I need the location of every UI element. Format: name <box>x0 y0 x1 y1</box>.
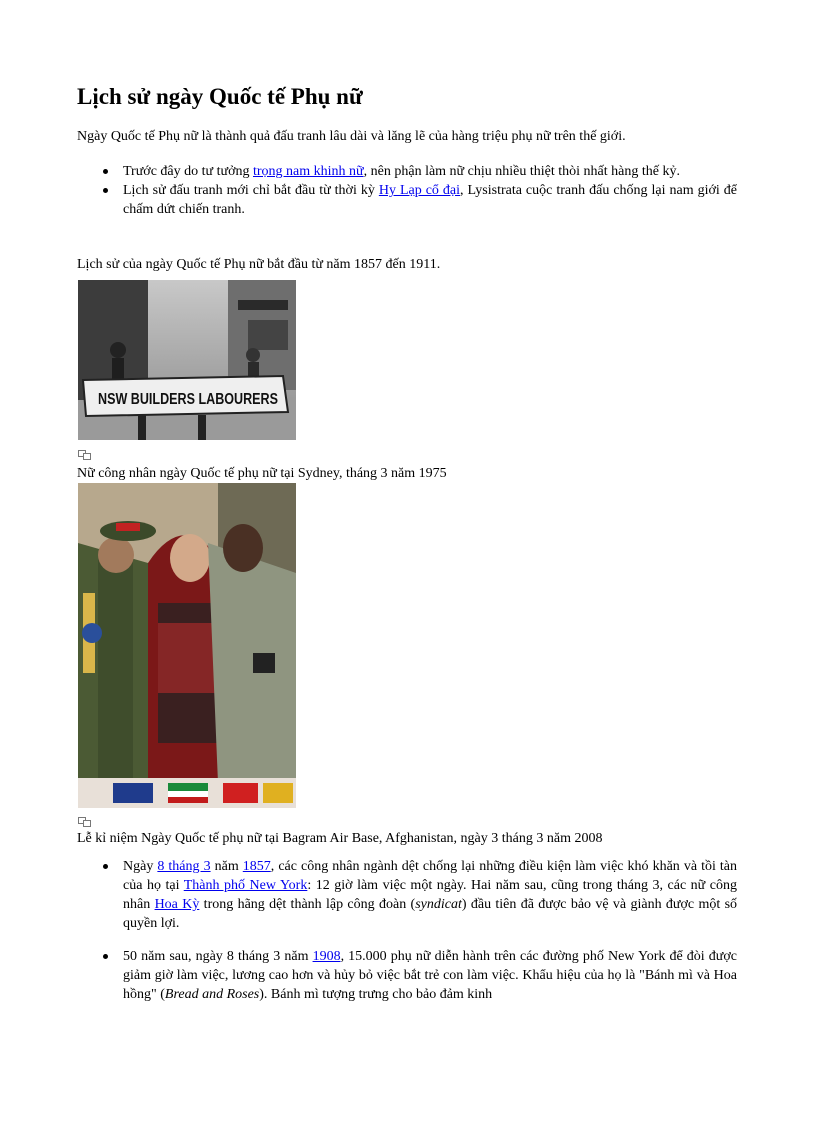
italic-term: Bread and Roses <box>164 987 260 1002</box>
sydney-march-image <box>78 280 296 440</box>
image-placeholder-icon <box>78 450 91 460</box>
page-title: Lịch sử ngày Quốc tế Phụ nữ <box>77 84 363 109</box>
bagram-photo-caption: Lễ kỉ niệm Ngày Quốc tế phụ nữ tại Bagram Air Base, Afghanistan, ngày 3 tháng 3 năm 2008 <box>77 831 603 846</box>
text: , 15.000 phụ nữ diễn hành trên các đường phố New York để đòi được giảm giờ làm việc, lương cao hơn và hủy bỏ việc bắt trẻ con làm việc. Khẩu hiệu của họ là "Bánh mì và Hoa hồng" ( <box>123 949 737 1002</box>
italic-term: syndicat <box>415 897 462 912</box>
text: Trước đây do tư tưởng <box>123 164 253 179</box>
list-item <box>77 857 737 933</box>
link-hoa-ky[interactable]: Hoa Kỳ <box>154 897 200 912</box>
banner-text: NSW BUILDERS LABOURERS <box>98 391 279 408</box>
link-thanh-pho-new-york[interactable]: Thành phố New York <box>183 878 308 893</box>
list-spacer <box>77 933 737 947</box>
history-start-paragraph: Lịch sử của ngày Quốc tế Phụ nữ bắt đầu từ năm 1857 đến 1911. <box>77 257 441 272</box>
list-item <box>77 947 737 1004</box>
text: ). Bánh mì tượng trưng cho bảo đảm kinh <box>259 987 493 1002</box>
text: Ngày <box>123 859 158 874</box>
text: , nên phận làm nữ chịu nhiều thiệt thòi nhất hàng thế kỷ. <box>363 164 680 179</box>
text: năm <box>210 859 243 874</box>
link-8-thang-3[interactable]: 8 tháng 3 <box>157 859 211 874</box>
text: 50 năm sau, ngày 8 tháng 3 năm <box>123 949 313 964</box>
bagram-ceremony-image <box>78 483 296 808</box>
sydney-photo-caption: Nữ công nhân ngày Quốc tế phụ nữ tại Sydney, tháng 3 năm 1975 <box>77 466 447 481</box>
link-trong-nam-khinh-nu[interactable]: trọng nam khinh nữ <box>253 164 364 179</box>
text: Lịch sử đấu tranh mới chỉ bắt đầu từ thời kỳ <box>123 183 379 198</box>
bagram-ceremony-photo <box>78 483 296 808</box>
link-1908[interactable]: 1908 <box>312 949 341 964</box>
sydney-march-photo <box>78 280 296 440</box>
events-bullet-list <box>77 857 737 1004</box>
text: , Lysistrata cuộc tranh đấu chống lại nam giới để chấm dứt chiến tranh. <box>123 183 737 217</box>
text: trong hãng dệt thành lập công đoàn ( <box>199 897 416 912</box>
list-item <box>77 181 737 219</box>
text: ) đầu tiên đã được bảo vệ và giành được một số quyền lợi. <box>123 897 738 931</box>
link-1857[interactable]: 1857 <box>242 859 271 874</box>
image-placeholder-icon <box>78 817 91 827</box>
list-item <box>77 162 737 181</box>
text: : 12 giờ làm việc một ngày. Hai năm sau, cũng trong tháng 3, các nữ công nhân <box>123 878 737 912</box>
link-hy-lap-co-dai[interactable]: Hy Lạp cổ đại <box>378 183 461 198</box>
intro-paragraph: Ngày Quốc tế Phụ nữ là thành quả đấu tranh lâu dài và lăng lẽ của hàng triệu phụ nữ trên thế giới. <box>77 129 626 144</box>
text: , các công nhân ngành dệt chống lại những điều kiện làm việc khó khăn và tồi tàn của họ tại <box>123 859 738 893</box>
history-bullet-list <box>77 162 737 219</box>
